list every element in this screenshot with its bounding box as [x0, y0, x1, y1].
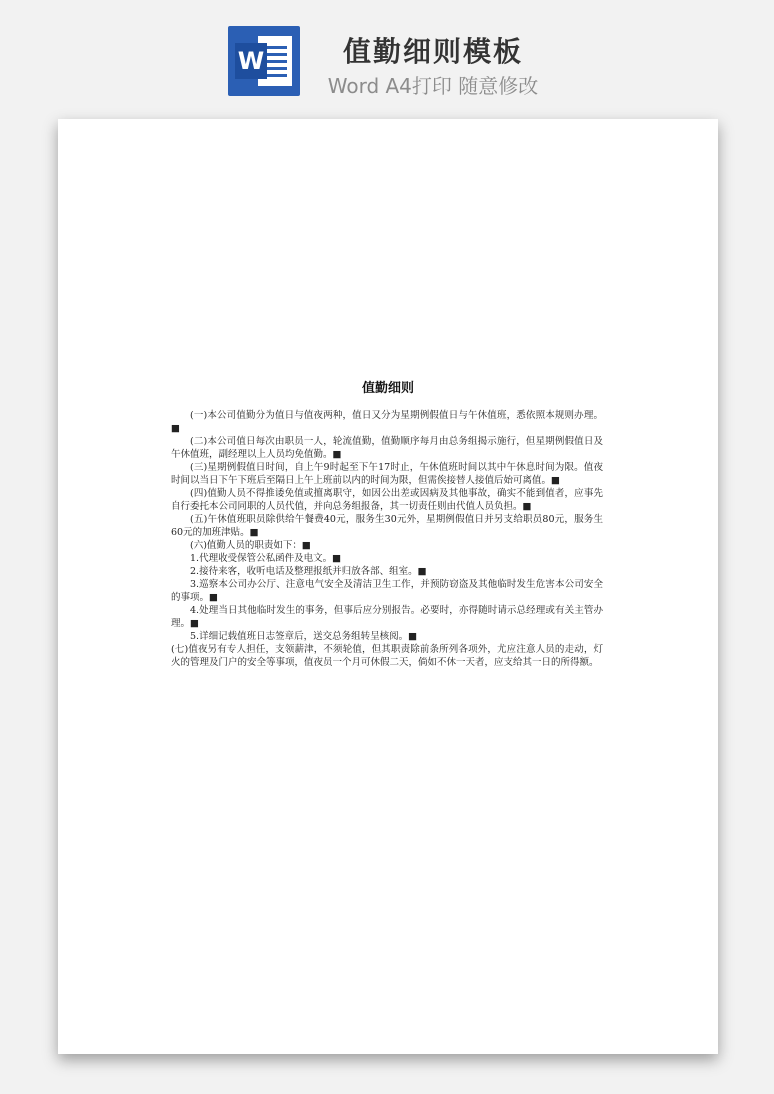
paragraph: 4.处理当日其他临时发生的事务，但事后应分别报告。必要时，亦得随时请示总经理或有关主管办理。■ [171, 605, 603, 629]
paragraph: (五)午休值班职员除供给午餐费40元，服务生30元外，星期例假值日并另支给职员80元，服务生60元的加班津贴。■ [171, 514, 603, 538]
paragraph: (二)本公司值日每次由职员一人，轮流值勤，值勤顺序每月由总务组揭示施行，但星期例假值日及午休值班，副经理以上人员均免值勤。■ [171, 436, 603, 460]
paragraph: (三)星期例假值日时间，自上午9时起至下午17时止，午休值班时间以其中午休息时间为限。值夜时间以当日下午下班后至隔日上午上班前以内的时间为限，但需俟接替人接值后始可离值。■ [171, 462, 603, 486]
paragraph: (四)值勤人员不得推诿免值或擅离职守，如因公出差或因病及其他事故，确实不能到值者，应事先自行委托本公司同职的人员代值，并向总务组报备，其一切责任则由代值人员负担。■ [171, 488, 603, 512]
paragraph: (七)值夜另有专人担任，支领薪津，不须轮值，但其职责除前条所列各项外，尤应注意人员的走动，灯火的管理及门户的安全等事项，值夜员一个月可休假二天，倘如不休一天者，应支给其一日的所得额。 [171, 644, 603, 668]
page-subtitle: Word A4打印 随意修改 [327, 74, 539, 98]
document-title: 值勤细则 [361, 381, 414, 396]
paragraph: 3.巡察本公司办公厅、注意电气安全及清洁卫生工作，并预防窃盗及其他临时发生危害本公司安全的事项。■ [171, 579, 603, 603]
document-body [171, 409, 603, 669]
paragraph: (一)本公司值勤分为值日与值夜两种，值日又分为星期例假值日与午休值班，悉依照本规则办理。■ [171, 410, 603, 434]
word-icon [228, 26, 300, 96]
header [0, 0, 774, 110]
paragraph: (六)值勤人员的职责如下：■ [190, 540, 311, 551]
document-page [58, 119, 718, 1054]
word-icon-letter: W [235, 43, 267, 79]
paragraph: 1.代理收受保管公私函件及电文。■ [190, 553, 342, 564]
paragraph: 5.详细记载值班日志签章后，送交总务组转呈核阅。■ [190, 631, 418, 642]
paragraph: 2.接待来客，收听电话及整理报纸并归放各部、组室。■ [190, 566, 427, 577]
page-title: 值勤细则模板 [342, 35, 523, 68]
